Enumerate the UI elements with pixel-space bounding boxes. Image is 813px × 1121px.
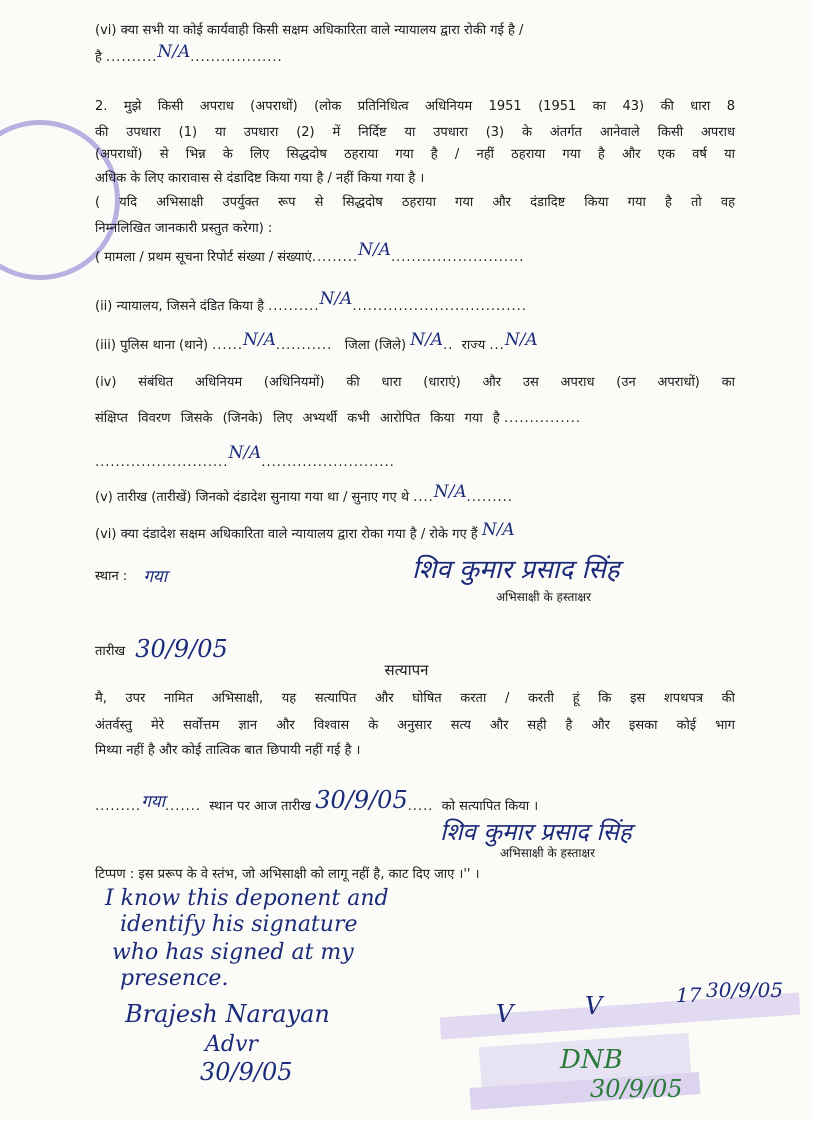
date-answer: 30/9/05 bbox=[135, 635, 228, 663]
para2-line3: (अपराधों) से भिन्न के लिए सिद्धदोष ठहराया गया है / नहीं ठहराया गया है और एक वर्ष या bbox=[95, 147, 735, 162]
sentence-stayed-label: (vi) क्या दंडादेश सक्षम अधिकारिता वाले न्यायालय द्वारा रोका गया है / रोके गए हैं bbox=[95, 527, 478, 542]
deponent-signature-2: शिव कुमार प्रसाद सिंह bbox=[440, 818, 632, 846]
proceedings-answer-line: है ..........N/A.................. bbox=[95, 42, 283, 65]
verification-mid-text: स्थान पर आज तारीख bbox=[209, 799, 312, 814]
verification-end-text: को सत्यापित किया । bbox=[441, 799, 539, 814]
stamp-number: 17 bbox=[676, 983, 702, 1007]
item-iii: (iii) पुलिस थाना (थाने) ......N/A........... जिला (जिले) N/A.. राज्य ...N/A bbox=[95, 330, 538, 353]
item-iv-answer-line: ..........................N/A.......................... bbox=[95, 443, 395, 470]
signature-caption-1: अभिसाक्षी के हस्ताक्षर bbox=[496, 590, 591, 604]
item-i: ( मामला / प्रथम सूचना रिपोर्ट संख्या / संख्याएं.........N/A.......................... bbox=[95, 240, 525, 265]
stamp-date: 30/9/05 bbox=[706, 978, 784, 1002]
item-iv-answer: N/A bbox=[228, 443, 262, 463]
district-answer: N/A bbox=[410, 330, 444, 350]
court-answer: N/A bbox=[319, 289, 353, 309]
advocate-note-line1: I know this deponent and bbox=[105, 886, 389, 911]
place-label: स्थान : bbox=[95, 569, 128, 584]
advocate-note-line3: who has signed at my bbox=[112, 940, 354, 965]
date-line bbox=[95, 635, 735, 663]
advocate-title: Advr bbox=[205, 1032, 258, 1057]
verification-place-answer: गया bbox=[141, 792, 166, 812]
verification-line1: मै, उपर नामित अभिसाक्षी, यह सत्यापित और घोषित करता / करती हूं कि इस शपथपत्र की bbox=[95, 691, 735, 706]
verification-date-answer: 30/9/05 bbox=[315, 786, 408, 814]
verification-line2: अंतर्वस्तु मेरे सर्वोत्तम ज्ञान और विश्वास के अनुसार सत्य और सही है और इसका कोई भाग bbox=[95, 718, 735, 733]
item-v: (v) तारीख (तारीखें) जिनको दंडादेश सुनाया गया था / सुनाए गए थे ....N/A......... bbox=[95, 482, 513, 505]
verification-line3: मिथ्या नहीं है और कोई तात्विक बात छिपायी नहीं गई है । bbox=[95, 743, 361, 758]
signature-caption-2: अभिसाक्षी के हस्ताक्षर bbox=[500, 846, 595, 860]
para2-line4: अधिक के लिए कारावास से दंडादिष्ट किया गया है / नहीं किया गया है । bbox=[95, 171, 425, 186]
place-answer: गया bbox=[143, 567, 168, 587]
advocate-date: 30/9/05 bbox=[200, 1058, 293, 1086]
advocate-note-line4: presence. bbox=[120, 966, 229, 991]
sentence-stayed-answer: N/A bbox=[481, 520, 515, 540]
case-number-label: ( मामला / प्रथम सूचना रिपोर्ट संख्या / संख्याएं bbox=[95, 250, 312, 265]
para2-line6: निम्नलिखित जानकारी प्रस्तुत करेगा) : bbox=[95, 221, 273, 236]
proceedings-question: (vi) क्या सभी या कोई कार्यवाही किसी सक्षम अधिकारिता वाले न्यायालय द्वारा रोकी गई है / bbox=[95, 23, 524, 38]
sentence-date-answer: N/A bbox=[433, 482, 467, 502]
advocate-note-line2: identify his signature bbox=[120, 912, 358, 937]
para2-line5: ( यदि अभिसाक्षी उपर्युक्त रूप से सिद्धदोष ठहराया गया और दंडादिष्ट किया गया है तो वह bbox=[95, 195, 735, 210]
item-iv-line1: (iv) संबंधित अधिनियम (अधिनियमों) की धारा (धाराएं) और उस अपराध (उन अपराधों) का bbox=[95, 375, 735, 390]
para2-line1: 2. मुझे किसी अपराध (अपराधों) (लोक प्रतिनिधित्व अधिनियम 1951 (1951 का 43) की धारा 8 bbox=[95, 99, 735, 114]
state-answer: N/A bbox=[504, 330, 538, 350]
proceedings-prefix: है bbox=[95, 50, 102, 65]
note: टिप्पण : इस प्ररूप के वे स्तंभ, जो अभिसाक्षी को लागू नहीं है, काट दिए जाए ।'' । bbox=[95, 867, 480, 882]
district-label: जिला (जिले) bbox=[344, 338, 407, 353]
sentence-date-label: (v) तारीख (तारीखें) जिनको दंडादेश सुनाया गया था / सुनाए गए थे bbox=[95, 490, 410, 505]
advocate-name: Brajesh Narayan bbox=[125, 1000, 330, 1028]
deponent-signature-1: शिव कुमार प्रसाद सिंह bbox=[412, 555, 620, 585]
verification-place-date: .........गया....... स्थान पर आज तारीख 30/9/05..... को सत्यापित किया । bbox=[95, 786, 539, 814]
item-iv-line2: संक्षिप्त विवरण जिसके (जिनके) लिए अभ्यर्थी कभी आरोपित किया गया है ............... bbox=[95, 411, 581, 426]
date-label: तारीख bbox=[95, 644, 126, 659]
proceedings-answer: N/A bbox=[157, 42, 191, 62]
item-ii: (ii) न्यायालय, जिसने दंडित किया है ..........N/A.................................. bbox=[95, 289, 527, 314]
case-number-answer: N/A bbox=[358, 240, 391, 260]
court-label: (ii) न्यायालय, जिसने दंडित किया है bbox=[95, 299, 264, 314]
verification-heading: सत्यापन bbox=[384, 661, 429, 679]
item-vi bbox=[95, 520, 735, 544]
stamp-date-2: 30/9/05 bbox=[590, 1075, 683, 1103]
para2-line2: की उपधारा (1) या उपधारा (2) में निर्दिष्ट या उपधारा (3) के अंतर्गत आनेवाले किसी अपराध bbox=[95, 125, 735, 140]
stamp-roman: V bbox=[496, 1000, 514, 1028]
state-label: राज्य bbox=[461, 338, 486, 353]
stamp-initials: DNB bbox=[560, 1045, 623, 1075]
police-label: (iii) पुलिस थाना (थाने) bbox=[95, 338, 209, 353]
item-iv-description: संक्षिप्त विवरण जिसके (जिनके) लिए अभ्यर्थी कभी आरोपित किया गया है bbox=[95, 411, 500, 426]
stamp-roman-2: V bbox=[585, 992, 603, 1020]
police-answer: N/A bbox=[242, 330, 276, 350]
